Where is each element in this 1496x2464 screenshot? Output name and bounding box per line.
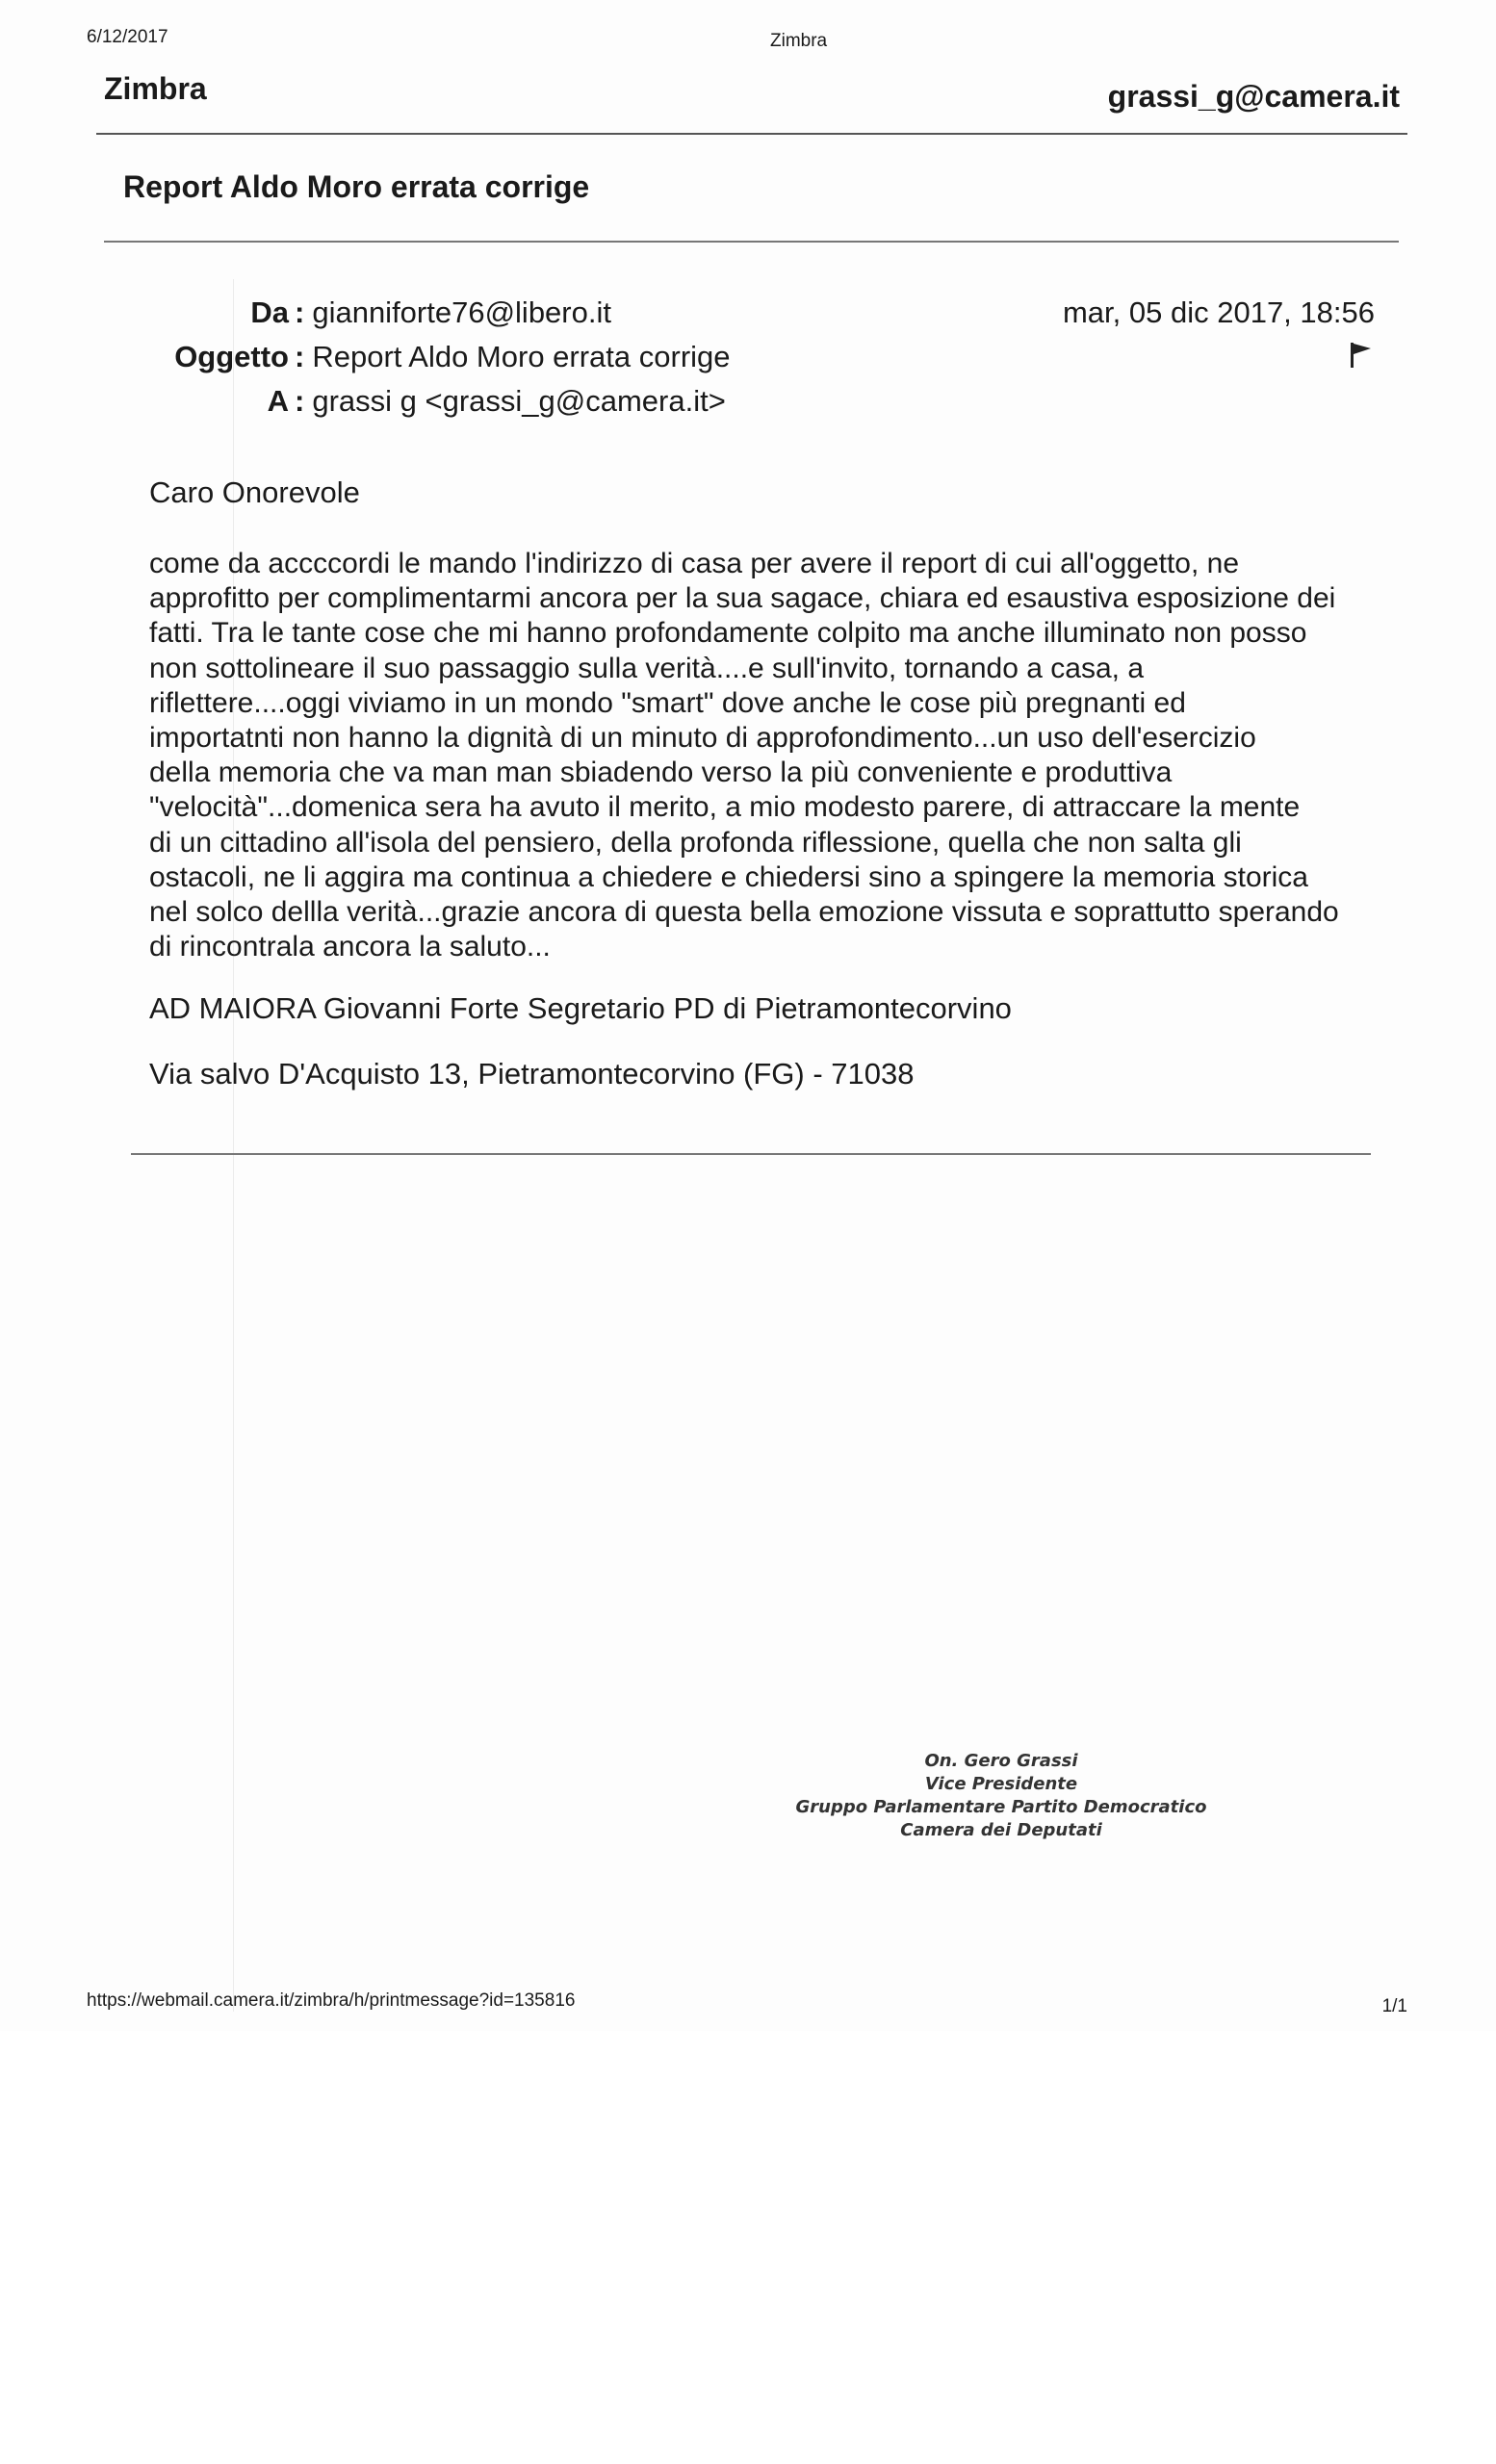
- to-row: [123, 379, 726, 424]
- salutation: Caro Onorevole: [149, 475, 360, 509]
- to-label: A: [267, 384, 289, 418]
- footer-url: https://webmail.camera.it/zimbra/h/printmessage?id=135816: [87, 1990, 576, 2011]
- signoff: AD MAIORA Giovanni Forte Segretario PD di Pietramontecorvino: [149, 991, 1012, 1025]
- message-title: Report Aldo Moro errata corrige: [123, 169, 590, 204]
- stamp-line-name: On. Gero Grassi: [924, 1751, 1078, 1771]
- message-date: mar, 05 dic 2017, 18:56: [1062, 295, 1375, 329]
- message-body: come da accccordi le mando l'indirizzo di casa per avere il report di cui all'oggetto, ne approfitto per complimentarmi ancora per la sua sagace, chiara ed esaustiva esposizione dei fatti. Tra le tante cose che mi hanno profondamente colpito ma anche illuminato non posso non sottolineare il suo passaggio sulla verità....e sull'invito, tornando a casa, a riflettere....oggi viviamo in un mondo "smart" dove anche le cose più pregnanti ed importatnti non hanno la dignità di un minuto di approfondimento...un uso dell'esercizio della memoria che va man man sbiadendo verso la più conveniente e produttiva "velocità"...domenica sera ha avuto il merito, a mio modesto parere, di attraccare la mente di un cittadino all'isola del pensiero, della profonda riflessione, quella che non salta gli ostacoli, ne li aggira ma continua a chiedere e chiedersi sino a spingere la memoria storica nel solco dellla verità...grazie ancora di questa bella emozione vissuta e soprattutto sperando di rincontrala ancora la saluto...: [149, 548, 1339, 963]
- sender-address: Via salvo D'Acquisto 13, Pietramontecorvino (FG) - 71038: [149, 1057, 915, 1091]
- to-separator: :: [295, 384, 305, 418]
- flag-icon: [1348, 341, 1373, 370]
- page-number: 1/1: [1381, 1996, 1407, 2016]
- subject-value: Report Aldo Moro errata corrige: [312, 340, 731, 373]
- body-divider: [131, 1153, 1371, 1155]
- print-app-name: Zimbra: [770, 31, 828, 51]
- stamp-line-chamber: Camera dei Deputati: [900, 1820, 1102, 1840]
- from-value: gianniforte76@libero.it: [312, 295, 611, 329]
- scan-fold-line: [233, 279, 234, 2012]
- from-label: Da: [250, 295, 289, 329]
- header-divider: [96, 133, 1407, 135]
- official-stamp: [780, 1750, 1223, 1842]
- zimbra-logo: Zimbra: [104, 71, 207, 106]
- stamp-line-group: Gruppo Parlamentare Partito Democratico: [795, 1797, 1207, 1817]
- from-separator: :: [295, 295, 305, 329]
- stamp-line-role: Vice Presidente: [924, 1774, 1078, 1794]
- subject-row: [123, 335, 731, 379]
- print-date: 6/12/2017: [87, 27, 168, 47]
- subject-separator: :: [295, 340, 305, 373]
- title-divider: [104, 241, 1399, 243]
- from-row: [123, 291, 611, 335]
- to-value: grassi g <grassi_g@camera.it>: [312, 384, 726, 418]
- account-email: grassi_g@camera.it: [1107, 79, 1400, 114]
- subject-label: Oggetto: [174, 340, 289, 373]
